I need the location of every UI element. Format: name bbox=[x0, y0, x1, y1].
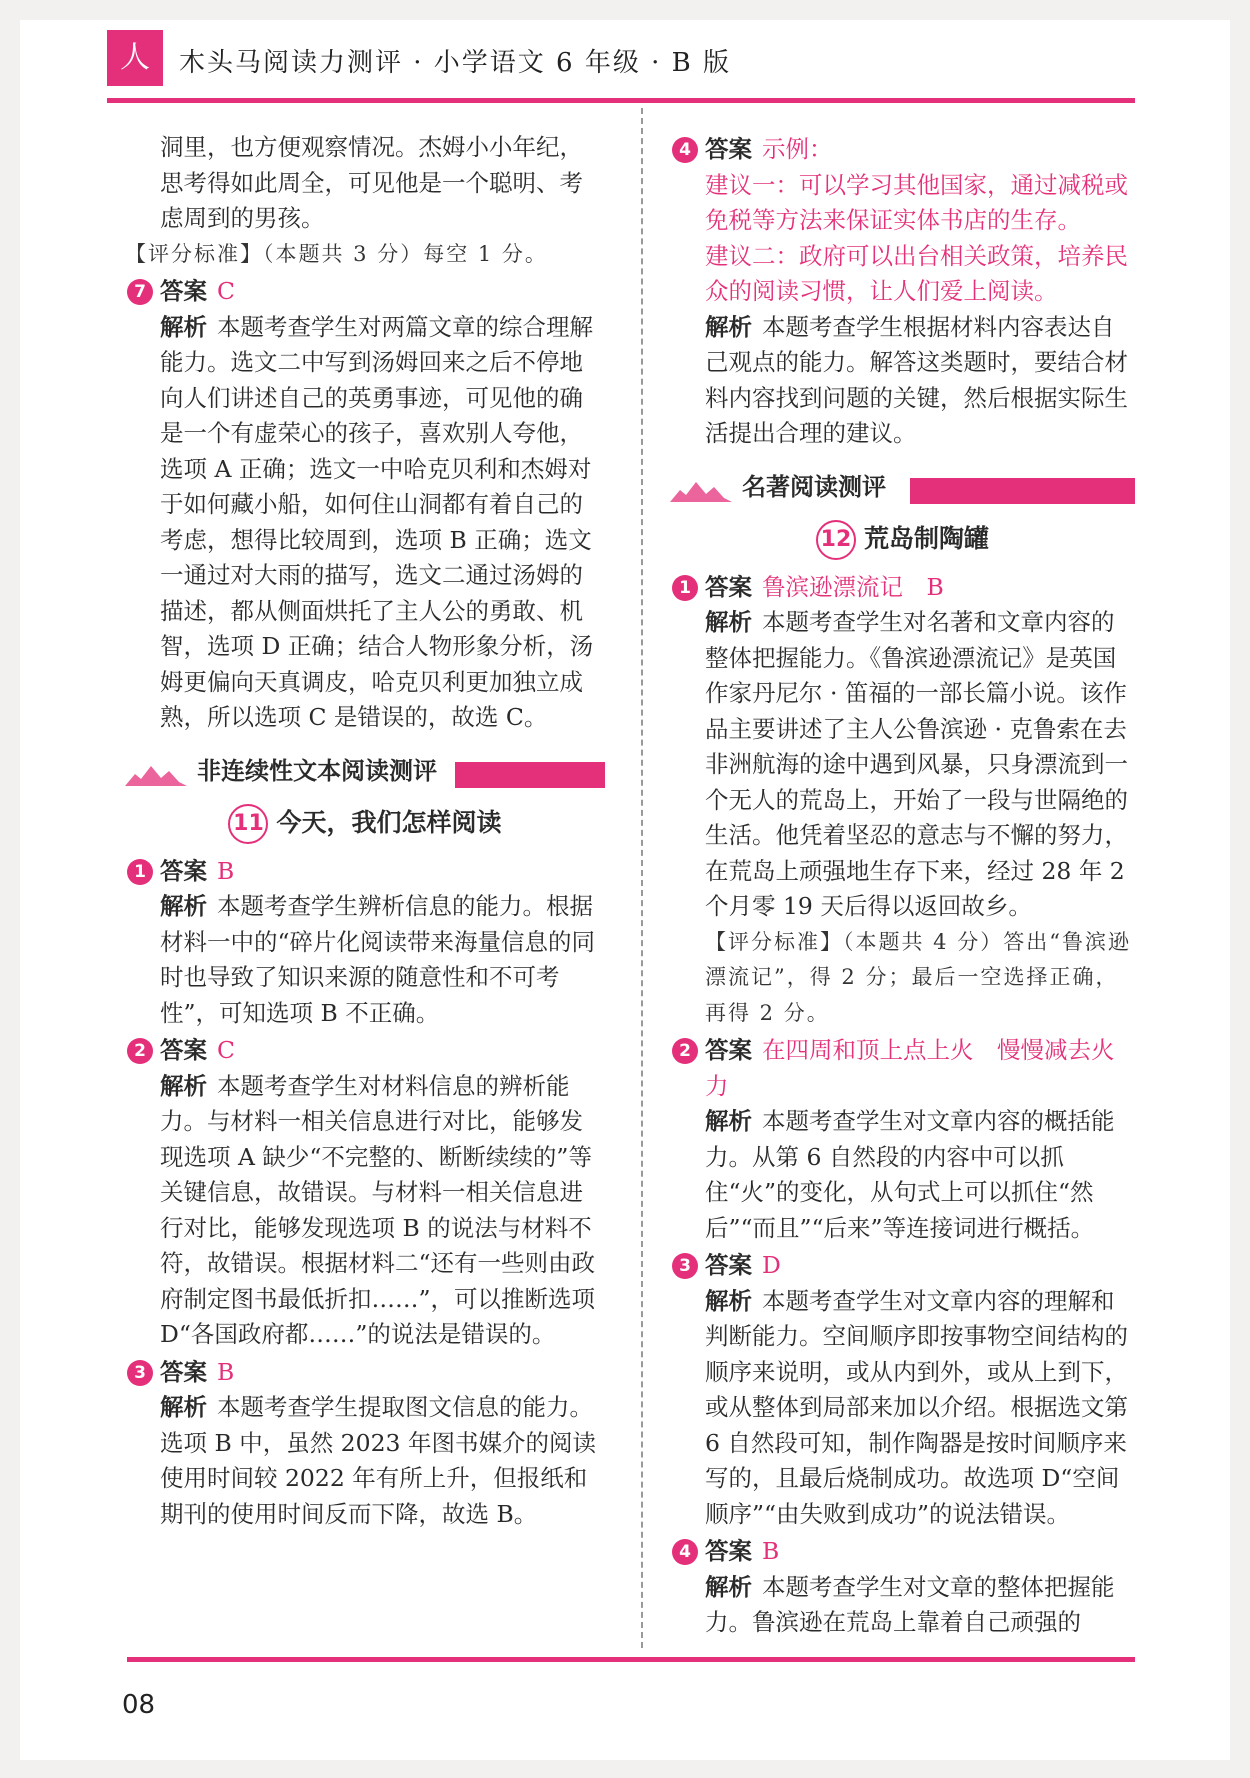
suggestion-one: 建议一：可以学习其他国家，通过减税或免税等方法来保证实体书店的生存。 bbox=[705, 170, 1128, 234]
answer-label: 答案 bbox=[160, 277, 207, 305]
analysis-label: 解析 bbox=[160, 312, 207, 341]
analysis-label: 解析 bbox=[705, 608, 752, 636]
answer-value: B bbox=[762, 1537, 780, 1565]
question-number: 7 bbox=[127, 279, 153, 305]
section-title: 非连续性文本阅读测评 bbox=[197, 756, 437, 785]
answer-value: C bbox=[217, 1036, 235, 1064]
question-number: 3 bbox=[127, 1360, 153, 1386]
answer-label: 答案 bbox=[705, 1537, 752, 1565]
analysis-label: 解析 bbox=[705, 1572, 752, 1601]
analysis-label: 解析 bbox=[705, 1286, 752, 1315]
question-r4 bbox=[670, 1534, 1135, 1641]
mountain-icon bbox=[670, 480, 732, 502]
section-bar bbox=[910, 478, 1135, 504]
analysis-label: 解析 bbox=[705, 1107, 752, 1135]
answer-prefix: 示例： bbox=[762, 135, 833, 163]
answer-value: 鲁滨逊漂流记 B bbox=[762, 572, 944, 601]
question-number: 3 bbox=[672, 1253, 698, 1279]
header-rule bbox=[107, 98, 1135, 103]
answer-label: 答案 bbox=[705, 1251, 752, 1279]
right-column bbox=[670, 130, 1135, 1641]
left-column bbox=[125, 130, 605, 1532]
chapter-name: 今天，我们怎样阅读 bbox=[276, 807, 502, 837]
analysis-label: 解析 bbox=[160, 1393, 207, 1421]
answer-value: B bbox=[217, 856, 235, 885]
suggestion-two: 建议二：政府可以出台相关政策，培养民众的阅读习惯，让人们爱上阅读。 bbox=[705, 241, 1128, 305]
question-number: 2 bbox=[127, 1038, 153, 1064]
chapter-title bbox=[670, 520, 1135, 560]
answer-label: 答案 bbox=[705, 572, 752, 601]
question-number: 4 bbox=[672, 137, 698, 163]
analysis-text: 本题考查学生对文章的整体把握能力。鲁滨逊在荒岛上靠着自己顽强的 bbox=[705, 1572, 1115, 1636]
question-number: 1 bbox=[127, 859, 153, 885]
chapter-name: 荒岛制陶罐 bbox=[863, 523, 989, 553]
continued-text: 洞里，也方便观察情况。杰姆小小年纪，思考得如此周全，可见他是一个聪明、考虑周到的男孩。 bbox=[160, 133, 583, 232]
analysis-label: 解析 bbox=[705, 312, 752, 341]
question-r2 bbox=[670, 1033, 1135, 1246]
answer-label: 答案 bbox=[705, 135, 752, 163]
answer-value: B bbox=[217, 1357, 235, 1386]
column-divider bbox=[641, 108, 643, 1648]
chapter-number: 11 bbox=[228, 804, 268, 844]
analysis-text: 本题考查学生对名著和文章内容的整体把握能力。《鲁滨逊漂流记》是英国作家丹尼尔 · 笛福的一部长篇小说。该作品主要讲述了主人公鲁滨逊 · 克鲁索在去非洲航海的途中遇到风暴，只身漂流到一个无人的荒岛上，开始了一段与世隔绝的生活。他凭着坚忍的意志与不懈的努力，在荒岛上顽强地生存下来，经过 28 年 2 个月零 19 天后得以返回故乡。 bbox=[705, 608, 1128, 920]
answer-value: C bbox=[217, 277, 235, 305]
question-number: 4 bbox=[672, 1539, 698, 1565]
mountain-icon bbox=[125, 764, 187, 786]
section-heading bbox=[125, 750, 605, 798]
answer-value: D bbox=[762, 1251, 781, 1279]
page-header bbox=[107, 30, 1135, 90]
question-r1 bbox=[670, 570, 1135, 1032]
question-7 bbox=[125, 274, 605, 736]
question-3 bbox=[125, 1355, 605, 1533]
analysis-text: 本题考查学生提取图文信息的能力。选项 B 中，虽然 2023 年图书媒介的阅读使用时间较 2022 年有所上升，但报纸和期刊的使用时间反而下降，故选 B。 bbox=[160, 1393, 596, 1528]
section-heading bbox=[670, 466, 1135, 514]
question-1 bbox=[125, 854, 605, 1032]
scoring-criteria: 【评分标准】（本题共 3 分）每空 1 分。 bbox=[125, 241, 548, 266]
chapter-title bbox=[125, 804, 605, 844]
question-number: 1 bbox=[672, 575, 698, 601]
chapter-number: 12 bbox=[816, 520, 856, 560]
page-number: 08 bbox=[122, 1690, 156, 1720]
analysis-text: 本题考查学生对文章内容的理解和判断能力。空间顺序即按事物空间结构的顺序来说明，或从内到外，或从上到下，或从整体到局部来加以介绍。根据选文第 6 自然段可知，制作陶器是按时间顺序来写的，且最后烧制成功。故选项 D“空间顺序”“由失败到成功”的说法错误。 bbox=[705, 1286, 1128, 1528]
scoring-criteria: 【评分标准】（本题共 4 分）答出“鲁滨逊漂流记”，得 2 分；最后一空选择正确，再得 2 分。 bbox=[705, 929, 1131, 1025]
answer-label: 答案 bbox=[160, 1357, 207, 1386]
section-title: 名著阅读测评 bbox=[742, 472, 886, 501]
footer-rule bbox=[127, 1657, 1135, 1662]
answer-label: 答案 bbox=[160, 856, 207, 885]
question-2 bbox=[125, 1033, 605, 1353]
analysis-label: 解析 bbox=[160, 1071, 207, 1100]
analysis-label: 解析 bbox=[160, 892, 207, 920]
header-title: 木头马阅读力测评 · 小学语文 6 年级 · B 版 bbox=[179, 48, 732, 78]
analysis-text: 本题考查学生辨析信息的能力。根据材料一中的“碎片化阅读带来海量信息的同时也导致了知识来源的随意性和不可考性”，可知选项 B 不正确。 bbox=[160, 892, 596, 1027]
answer-label: 答案 bbox=[705, 1036, 752, 1064]
analysis-text: 本题考查学生对材料信息的辨析能力。与材料一相关信息进行对比，能够发现选项 A 缺少“不完整的、断断续续的”等关键信息，故错误。与材料一相关信息进行对比，能够发现选项 B 的说法与材料不符，故错误。根据材料二“还有一些则由政府制定图书最低折扣……”，可以推断选项 D“各国政府都……”的说法是错误的。 bbox=[160, 1071, 596, 1348]
analysis-text: 本题考查学生根据材料内容表达自己观点的能力。解答这类题时，要结合材料内容找到问题的关键，然后根据实际生活提出合理的建议。 bbox=[705, 312, 1128, 447]
analysis-text: 本题考查学生对两篇文章的综合理解能力。选文二中写到汤姆回来之后不停地向人们讲述自己的英勇事迹，可见他的确是一个有虚荣心的孩子，喜欢别人夸他，选项 A 正确；选文一中哈克贝利和杰姆对于如何藏小船，如何住山洞都有着自己的考虑，想得比较周到，选项 B 正确；选文一通过对大雨的描写，选文二通过汤姆的描述，都从侧面烘托了主人公的勇敢、机智，选项 D 正确；结合人物形象分析，汤姆更偏向天真调皮，哈克贝利更加独立成熟，所以选项 C 是错误的，故选 C。 bbox=[160, 312, 594, 731]
answer-label: 答案 bbox=[160, 1036, 207, 1064]
answer-value: 在四周和顶上点上火 慢慢减去火力 bbox=[705, 1036, 1115, 1100]
question-number: 2 bbox=[672, 1038, 698, 1064]
question-r3 bbox=[670, 1248, 1135, 1532]
analysis-text: 本题考查学生对文章内容的概括能力。从第 6 自然段的内容中可以抓住“火”的变化，从句式上可以抓住“然后”“而且”“后来”等连接词进行概括。 bbox=[705, 1107, 1115, 1242]
question-4-suggestions bbox=[670, 132, 1135, 452]
section-bar bbox=[455, 762, 605, 788]
brand-logo-icon: 人 bbox=[107, 30, 163, 86]
